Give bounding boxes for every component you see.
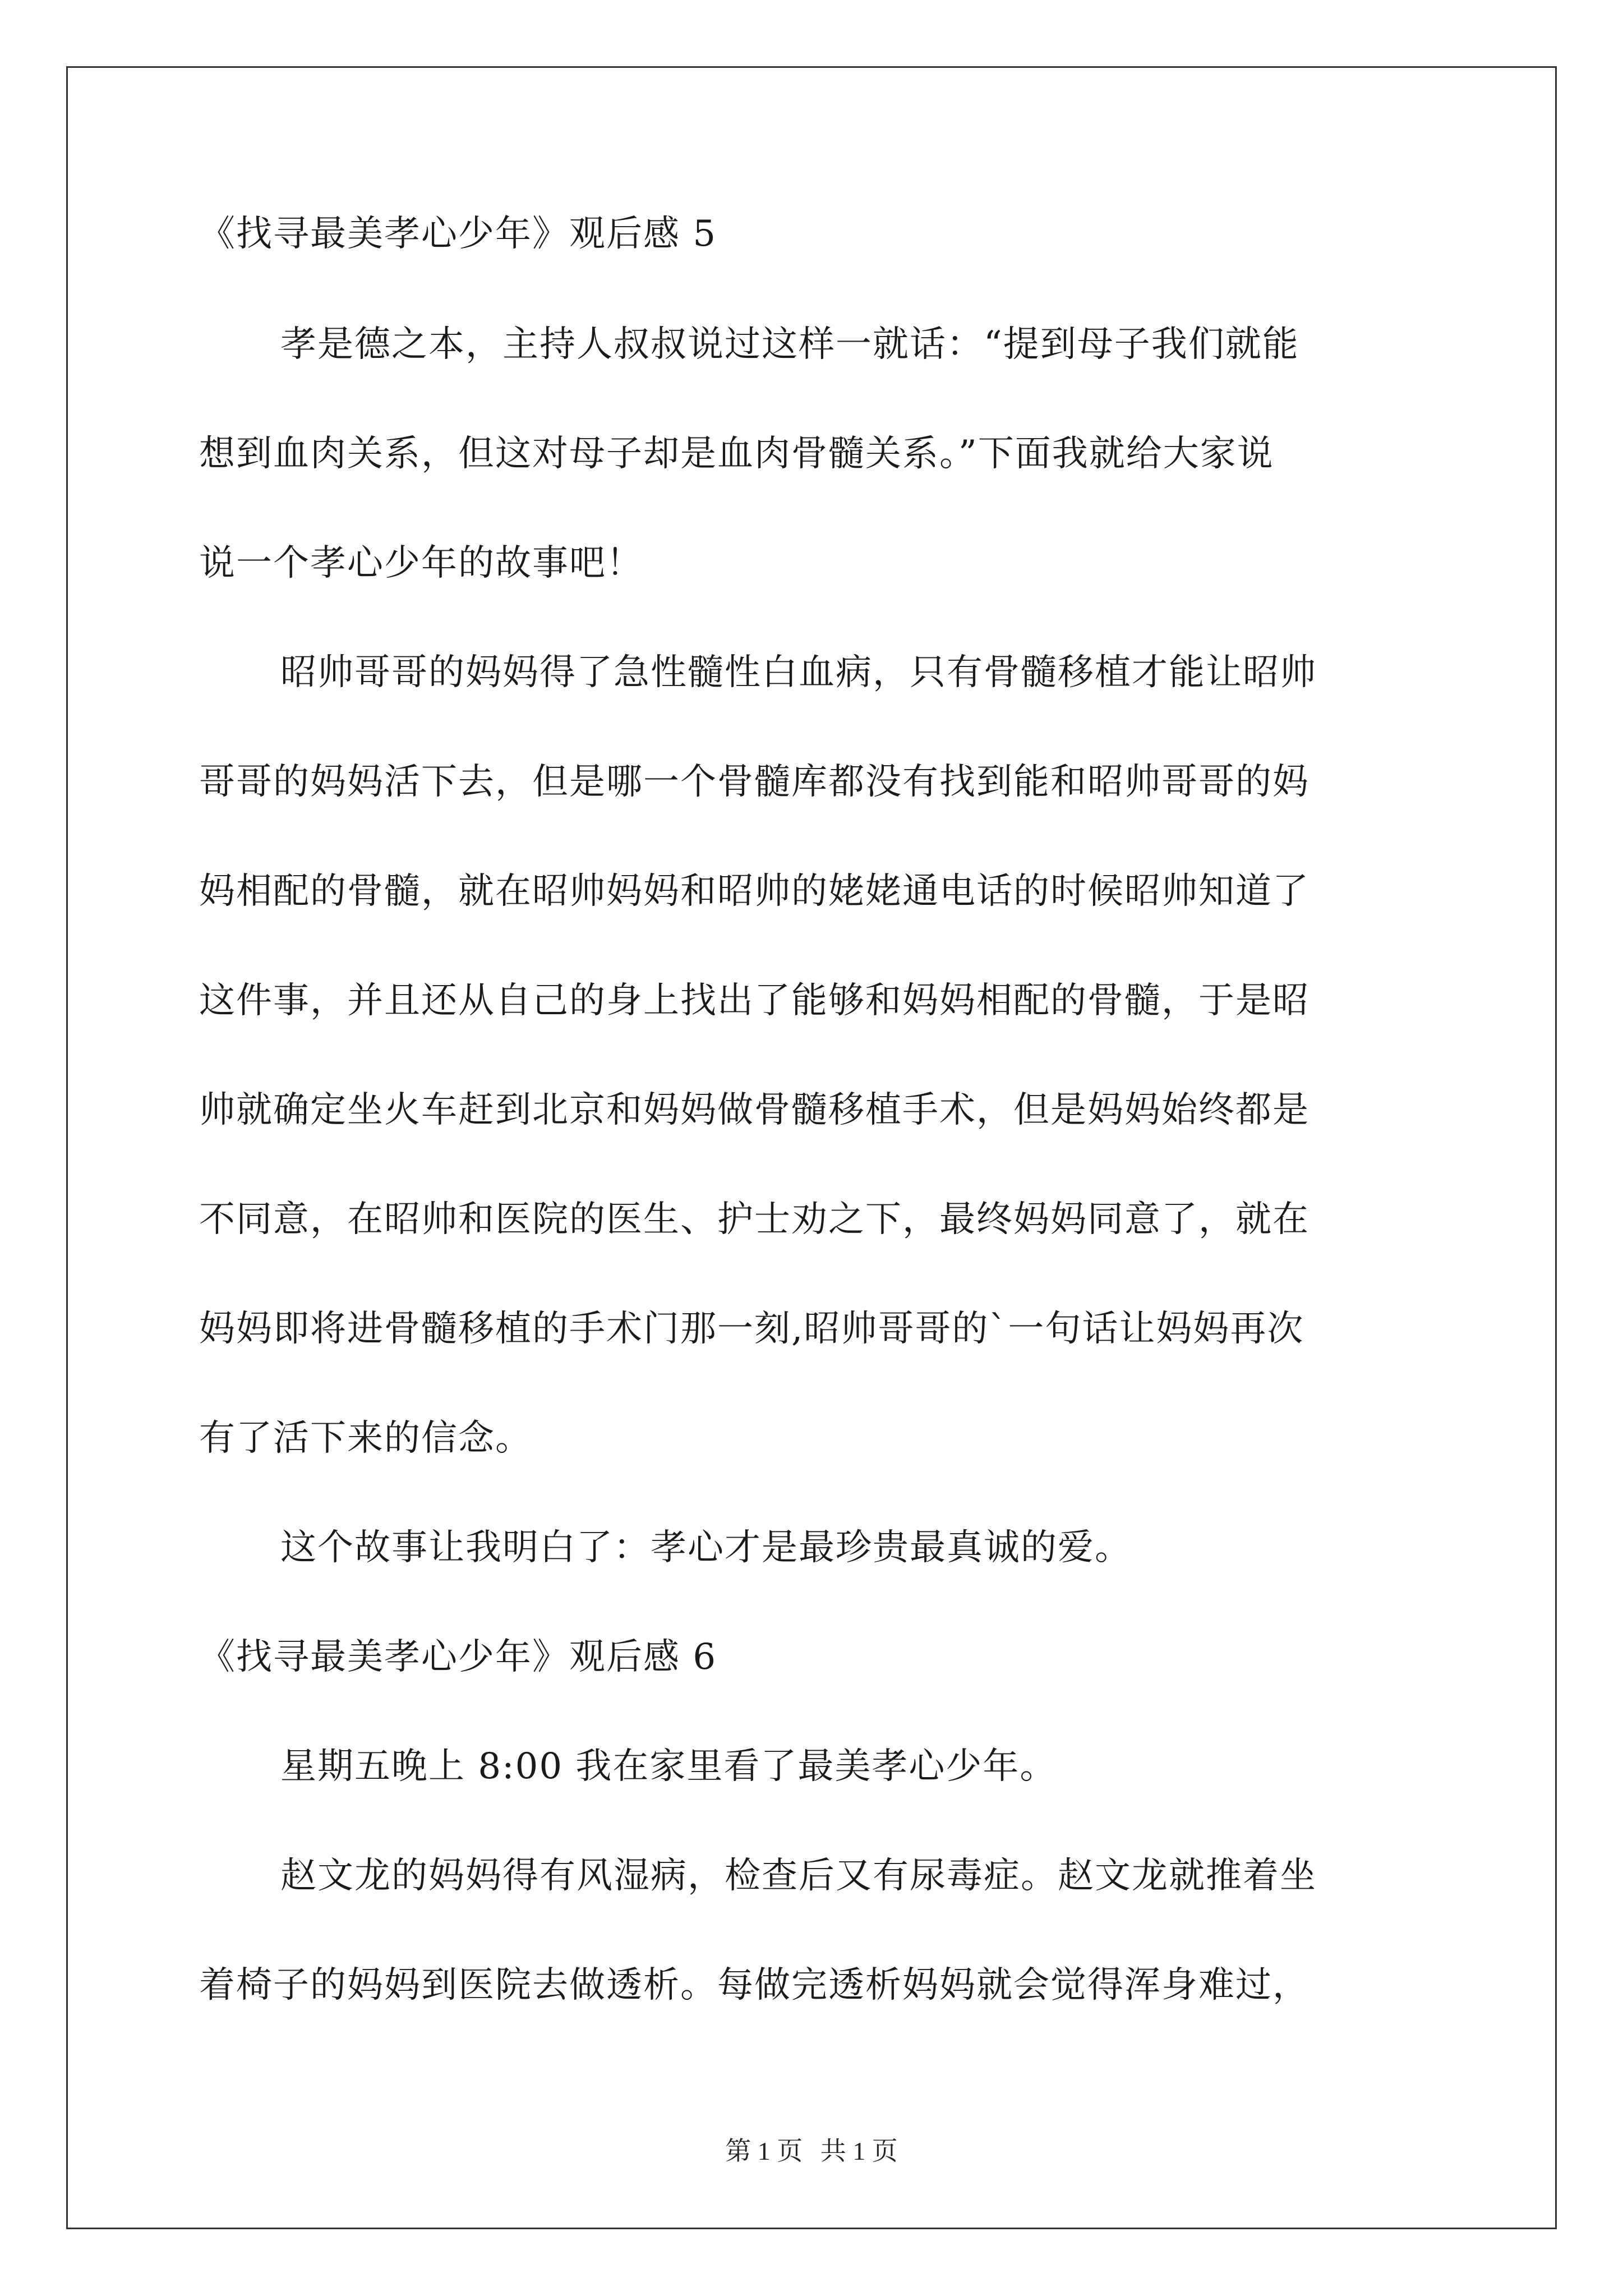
paragraph-line: 妈妈即将进骨髓移植的手术门那一刻,昭帅哥哥的`一句话让妈妈再次 [199,1308,1304,1350]
paragraph-line: 着椅子的妈妈到医院去做透析。每做完透析妈妈就会觉得浑身难过， [199,1964,1310,2006]
paragraph-line: 这个故事让我明白了：孝心才是最珍贵最真诚的爱。 [280,1527,1132,1568]
paragraph-line: 说一个孝心少年的故事吧！ [199,542,643,584]
paragraph-line: 哥哥的妈妈活下去，但是哪一个骨髓库都没有找到能和昭帅哥哥的妈 [199,761,1310,803]
paragraph-line: 不同意，在昭帅和医院的医生、护士劝之下，最终妈妈同意了，就在 [199,1199,1310,1240]
paragraph-line: 赵文龙的妈妈得有风湿病，检查后又有尿毒症。赵文龙就推着坐 [280,1855,1317,1897]
paragraph-line: 这件事，并且还从自己的身上找出了能够和妈妈相配的骨髓，于是昭 [199,980,1310,1022]
section-title: 《找寻最美孝心少年》观后感 6 [199,1636,717,1678]
section-title: 《找寻最美孝心少年》观后感 5 [199,213,717,255]
paragraph-line: 帅就确定坐火车赶到北京和妈妈做骨髓移植手术，但是妈妈始终都是 [199,1089,1310,1131]
paragraph-line: 有了活下来的信念。 [199,1418,532,1459]
page-number: 第 1 页 [725,2137,803,2165]
paragraph-line: 昭帅哥哥的妈妈得了急性髓性白血病，只有骨髓移植才能让昭帅 [280,652,1317,693]
paragraph-line: 孝是德之本，主持人叔叔说过这样一就话：“提到母子我们就能 [280,324,1299,365]
paragraph-line: 想到血肉关系，但这对母子却是血肉骨髓关系。”下面我就给大家说 [199,433,1274,475]
page-footer [0,2138,1623,2164]
document-body [199,213,1427,2006]
paragraph-line: 妈相配的骨髓，就在昭帅妈妈和昭帅的姥姥通电话的时候昭帅知道了 [199,871,1310,912]
paragraph-line: 星期五晚上 8:00 我在家里看了最美孝心少年。 [280,1746,1057,1787]
page-total: 共 1 页 [820,2137,898,2165]
